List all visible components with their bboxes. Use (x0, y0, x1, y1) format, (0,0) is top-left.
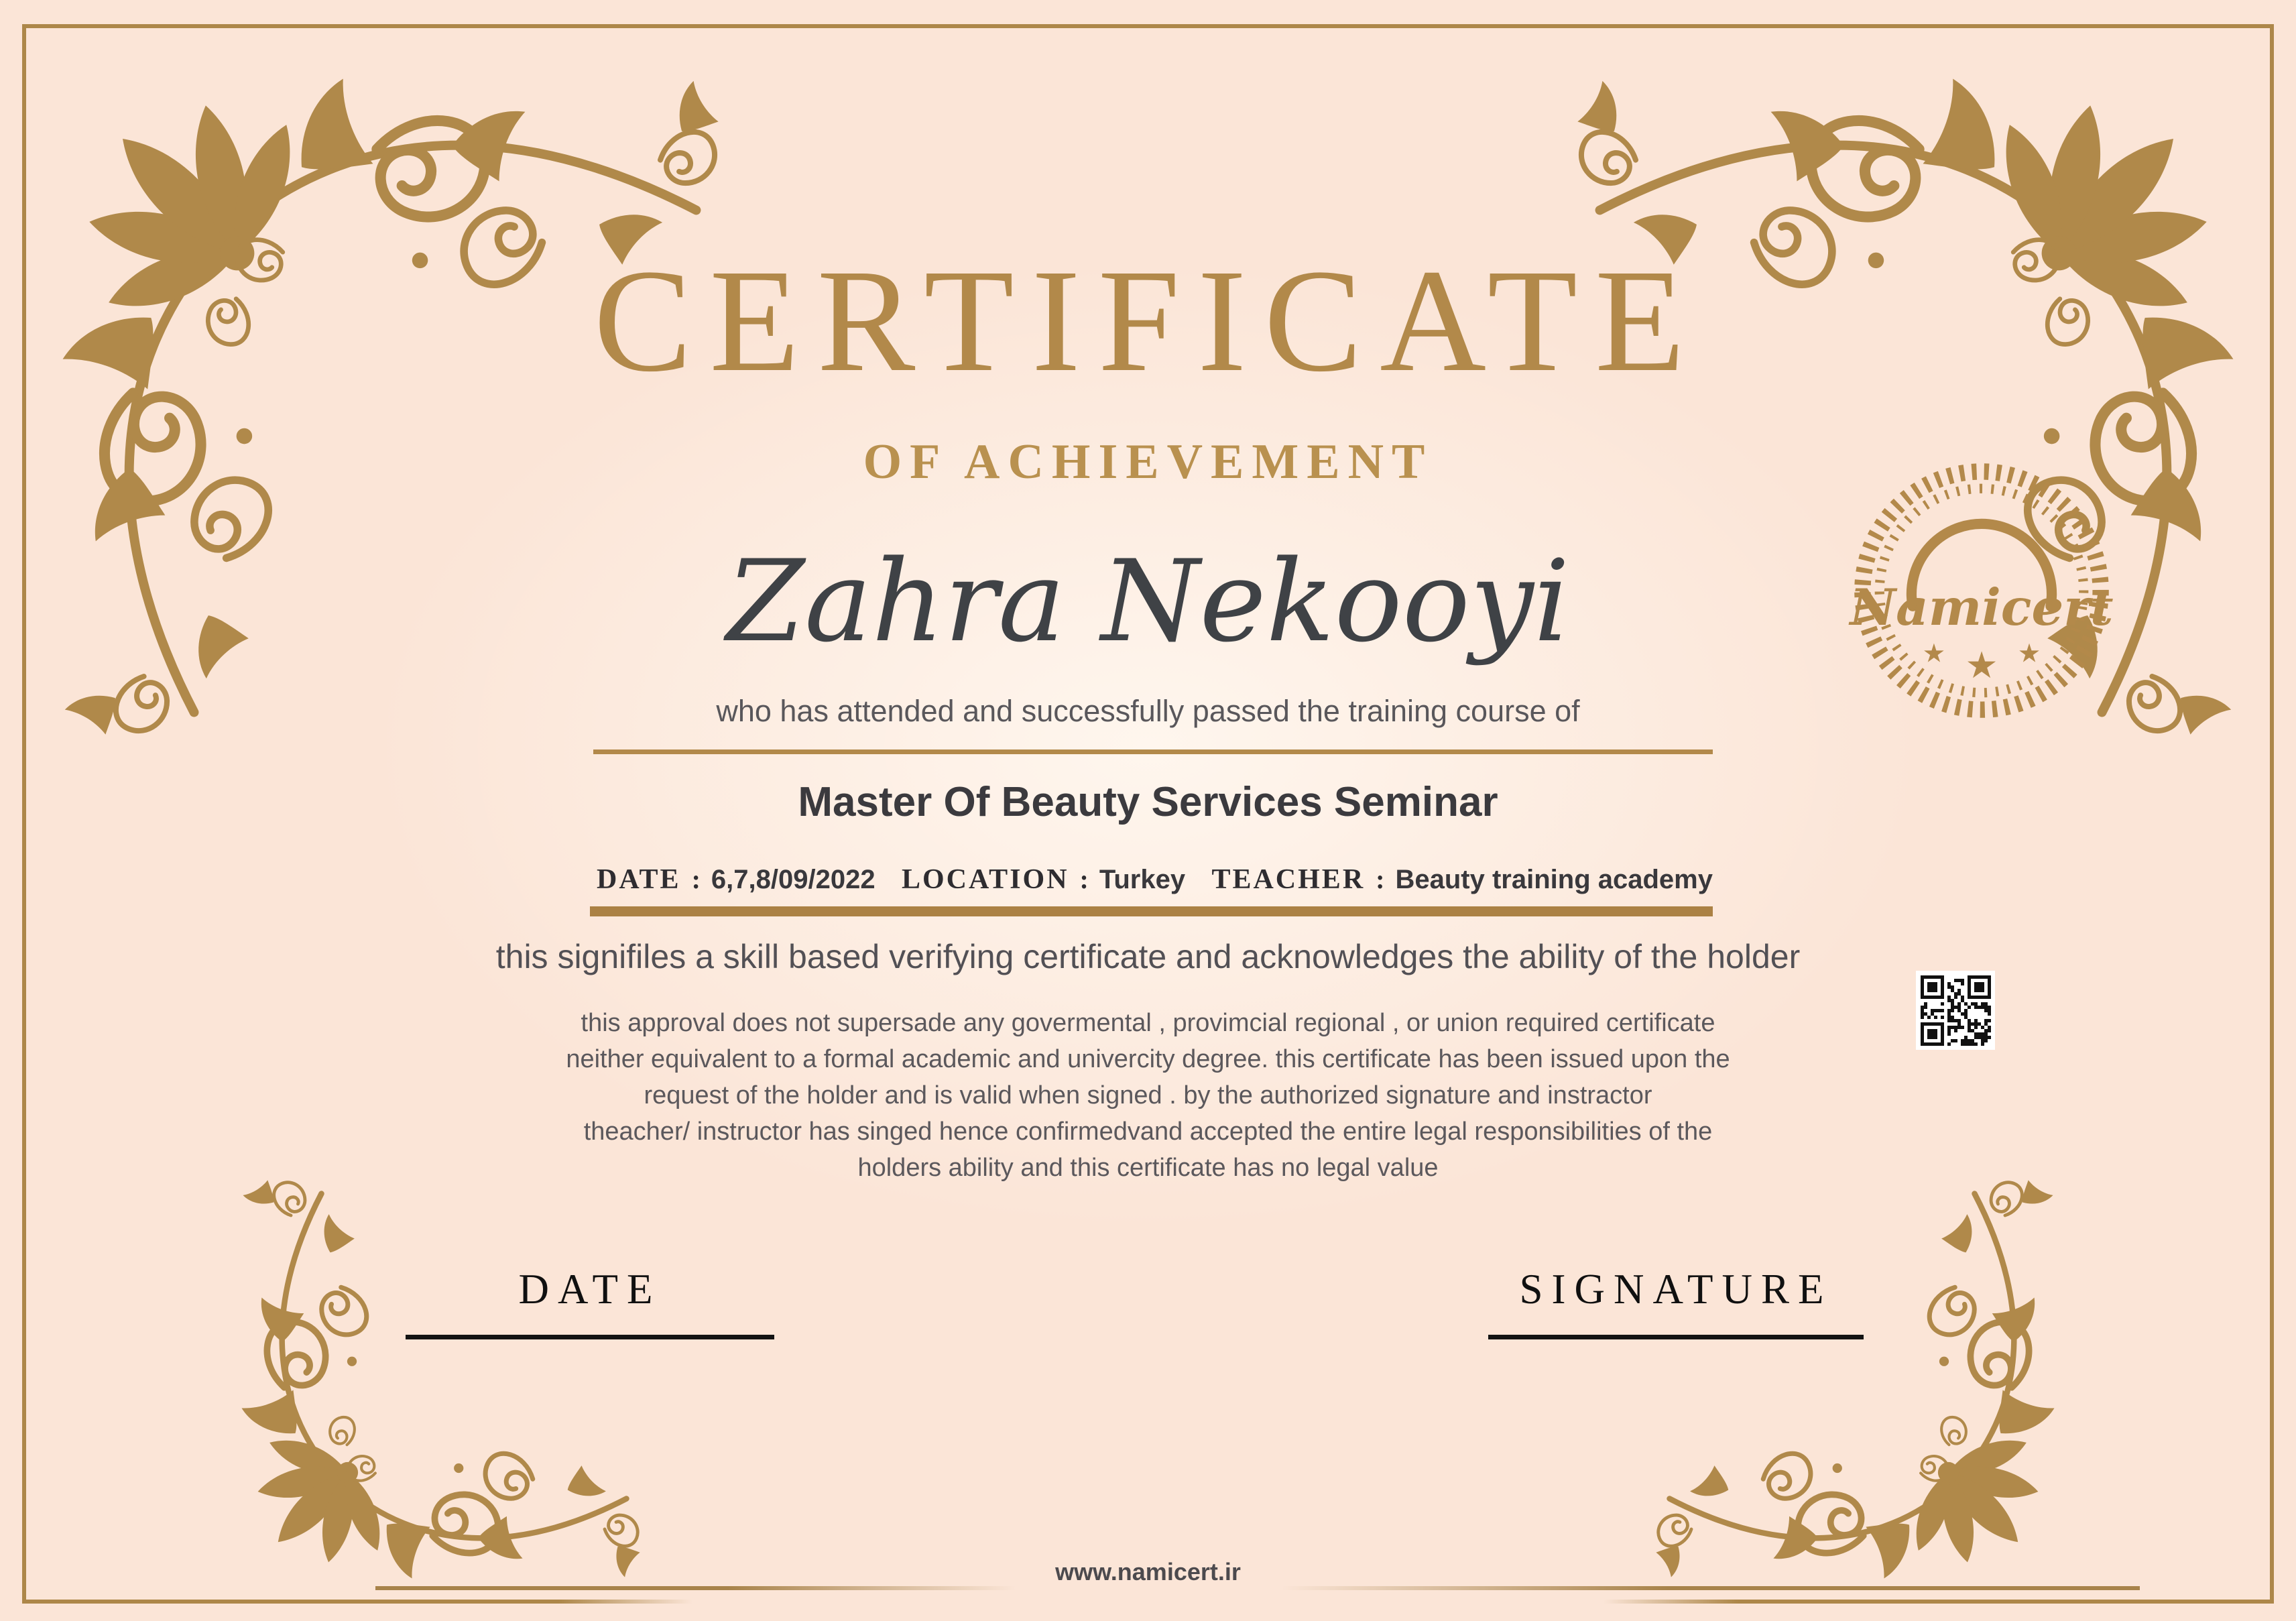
detail-location (902, 863, 1185, 896)
website-url: www.namicert.ir (1055, 1558, 1241, 1585)
gold-divider-thick (590, 906, 1713, 916)
corner-ornament-bottom-left (15, 1172, 846, 1608)
detail-date-separator: : (691, 864, 701, 894)
signature-sign-block (1488, 1268, 1864, 1339)
qr-code (1916, 971, 1995, 1050)
detail-location-value: Turkey (1099, 865, 1186, 894)
signature-sign-label: SIGNATURE (1519, 1266, 1833, 1313)
seal-star-icon: ★ (1965, 643, 1998, 686)
disclaimer-line: holders ability and this certificate has no legal value (857, 1153, 1439, 1182)
detail-date-label: DATE (597, 864, 681, 895)
detail-teacher-separator: : (1376, 864, 1385, 894)
detail-location-label: LOCATION (901, 864, 1069, 895)
date-sign-label: DATE (518, 1266, 662, 1313)
date-sign-block (406, 1268, 774, 1339)
detail-date-value: 6,7,8/09/2022 (711, 865, 875, 894)
seal-star-icon: ★ (1922, 638, 1946, 669)
disclaimer-line: neither equivalent to a formal academic and univercity degree. this certificate has been issued upon the (566, 1044, 1730, 1073)
detail-teacher-label: TEACHER (1211, 864, 1366, 895)
recipient-intro-text: who has attended and successfully passed the training course of (716, 694, 1580, 728)
disclaimer-line: theacher/ instructor has singed hence confirmedvand accepted the entire legal responsibilities of the (583, 1117, 1713, 1146)
course-title: Master Of Beauty Services Seminar (798, 779, 1498, 825)
seal-brand-text: Namicert (1850, 577, 2114, 637)
corner-ornament-bottom-right (1450, 1172, 2281, 1608)
certificate-statement: this signifiles a skill based verifying certificate and acknowledges the ability of the holder (495, 938, 1801, 975)
certificate-subtitle: OF ACHIEVEMENT (863, 434, 1433, 489)
recipient-name: Zahra Nekooyi (726, 536, 1570, 667)
qr-code-pattern (1921, 975, 1991, 1046)
namicert-seal (1846, 455, 2118, 727)
detail-teacher (1211, 863, 1713, 896)
signature-sign-line (1488, 1335, 1864, 1339)
seal-star-icon: ★ (2017, 638, 2041, 669)
disclaimer-line: request of the holder and is valid when signed . by the authorized signature and instractor (644, 1081, 1652, 1109)
detail-date (597, 863, 875, 896)
detail-location-separator: : (1079, 864, 1089, 894)
certificate-title: CERTIFICATE (593, 239, 1703, 402)
disclaimer-line: this approval does not supersade any govermental , provimcial regional , or union required certificate (581, 1009, 1715, 1037)
date-sign-line (406, 1335, 774, 1339)
gold-divider-thin (593, 749, 1713, 754)
course-details-row (597, 863, 1713, 896)
detail-teacher-value: Beauty training academy (1395, 865, 1713, 894)
